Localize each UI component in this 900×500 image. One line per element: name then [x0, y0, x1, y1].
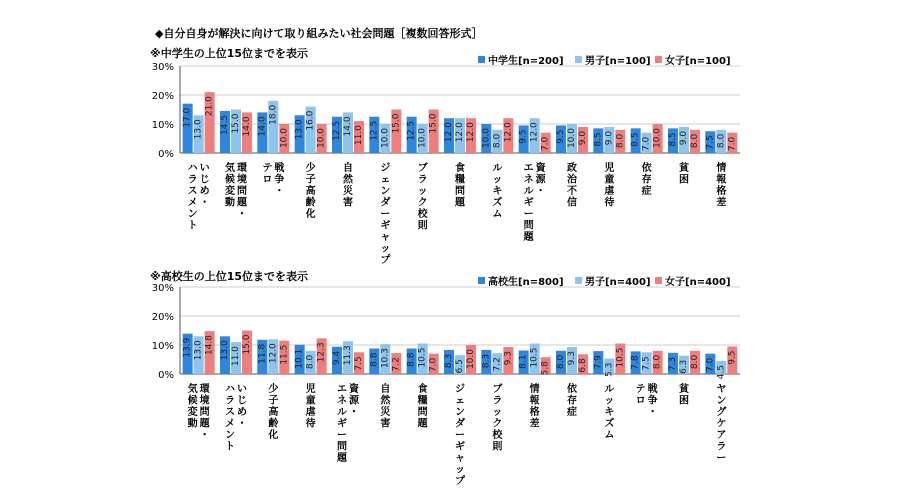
y-tick-label: 0%: [158, 149, 174, 160]
y-tick-label: 10%: [151, 341, 174, 352]
x-tick-label: 変: [187, 407, 198, 418]
x-tick-label: 境: [199, 395, 210, 407]
x-tick-label: 不: [567, 186, 577, 197]
x-tick-label: 童: [604, 174, 615, 186]
x-tick-label: 動: [187, 418, 198, 430]
data-label: 13.9: [182, 337, 193, 358]
x-tick-label: ン: [380, 186, 391, 197]
x-tick-label: ー: [716, 453, 727, 464]
x-tick-label: 貧: [679, 384, 689, 395]
legend-label: 高校生[n=800]: [488, 277, 564, 288]
x-tick-label: ン: [225, 430, 235, 441]
x-tick-label: ー: [455, 430, 465, 441]
data-label: 7.0: [641, 136, 652, 152]
data-label: 9.5: [556, 129, 566, 144]
x-tick-label: ム: [492, 209, 503, 220]
data-label: 11.3: [343, 345, 353, 366]
x-tick-label: 格: [716, 186, 727, 197]
x-tick-label: ャ: [455, 453, 465, 464]
data-label: 7.5: [641, 356, 652, 371]
legend-label: 男子[n=100]: [585, 56, 651, 67]
x-tick-label: 子: [305, 174, 316, 186]
y-tick-label: 20%: [151, 91, 174, 102]
x-tick-label: 存: [567, 395, 577, 407]
x-tick-label: ブ: [417, 163, 428, 174]
data-label: 8.8: [369, 352, 380, 367]
x-tick-label: ・: [237, 418, 247, 430]
data-label: 8.0: [690, 133, 700, 149]
x-tick-label: ハ: [225, 384, 235, 395]
x-tick-label: 格: [529, 407, 540, 418]
data-label: 12.0: [268, 343, 279, 364]
x-tick-label: め: [237, 407, 247, 418]
x-tick-label: ト: [225, 441, 235, 453]
legend-label: 男子[n=400]: [585, 277, 651, 288]
x-tick-label: テ: [635, 384, 646, 395]
x-tick-label: ロ: [262, 174, 273, 186]
x-tick-label: プ: [380, 255, 391, 266]
data-label: 9.4: [332, 350, 342, 366]
data-label: 5.8: [540, 361, 551, 376]
data-label: 8.3: [481, 353, 492, 369]
data-label: 12.3: [316, 342, 327, 363]
x-tick-label: 題: [199, 418, 210, 430]
y-tick-label: 30%: [151, 283, 174, 294]
x-tick-label: ル: [604, 384, 615, 395]
data-label: 6.5: [455, 359, 465, 374]
x-tick-label: ア: [716, 430, 727, 441]
x-tick-label: 題: [523, 232, 534, 243]
x-tick-label: ・: [535, 186, 546, 197]
x-tick-label: 候: [187, 395, 198, 407]
x-tick-label: 問: [523, 220, 534, 232]
x-tick-label: 虐: [604, 186, 615, 197]
x-tick-label: 自: [380, 384, 391, 395]
x-tick-label: ケ: [716, 418, 727, 430]
data-label: 13.0: [193, 119, 204, 140]
x-tick-label: 高: [305, 186, 316, 197]
legend-swatch: [575, 56, 582, 63]
data-label: 7.8: [630, 355, 641, 370]
data-label: 7.5: [354, 356, 364, 371]
x-tick-label: ェ: [380, 174, 391, 186]
x-tick-label: ・: [237, 209, 247, 220]
x-tick-label: 題: [417, 418, 428, 430]
x-tick-label: ジ: [455, 384, 465, 395]
x-tick-label: め: [199, 186, 210, 197]
x-tick-label: 則: [417, 220, 428, 232]
data-label: 10.0: [417, 128, 428, 149]
x-tick-label: ・: [349, 407, 359, 418]
y-tick-label: 10%: [151, 120, 174, 131]
x-tick-label: 題: [237, 197, 247, 209]
x-tick-label: 争: [647, 395, 658, 407]
x-tick-label: 校: [417, 209, 428, 220]
x-tick-label: ー: [337, 430, 347, 441]
data-label: 7.2: [391, 357, 402, 372]
data-label: 18.0: [268, 104, 279, 125]
x-tick-label: ッ: [455, 464, 465, 476]
data-label: 13.0: [294, 119, 305, 140]
x-tick-label: じ: [237, 395, 247, 407]
x-tick-label: ダ: [380, 197, 391, 209]
x-tick-label: 資: [535, 163, 546, 174]
data-label: 8.0: [556, 354, 566, 370]
data-label: 8.5: [593, 132, 604, 147]
x-tick-label: 問: [417, 407, 428, 418]
data-label: 13.0: [193, 340, 204, 361]
x-tick-label: 題: [455, 197, 465, 209]
x-tick-label: ・: [199, 430, 210, 441]
x-tick-label: ッ: [604, 395, 615, 407]
x-tick-label: ネ: [523, 174, 534, 186]
data-label: 15.0: [428, 113, 439, 134]
x-tick-label: 化: [305, 209, 316, 220]
x-tick-label: い: [237, 384, 247, 395]
data-label: 10.0: [380, 128, 391, 149]
data-label: 14.8: [204, 335, 215, 356]
data-label: 5.3: [604, 362, 615, 377]
x-tick-label: 情: [716, 163, 727, 174]
data-label: 14.5: [220, 114, 230, 135]
x-tick-label: ッ: [492, 407, 503, 418]
x-tick-label: ・: [647, 407, 658, 418]
x-tick-label: 情: [529, 384, 540, 395]
data-label: 21.0: [204, 96, 215, 117]
x-tick-label: 虐: [305, 407, 316, 418]
x-tick-label: グ: [716, 407, 727, 418]
data-label: 7.2: [492, 357, 503, 372]
x-tick-label: 差: [716, 197, 727, 209]
x-tick-label: 問: [455, 186, 465, 197]
x-tick-label: ッ: [417, 186, 428, 197]
data-label: 14.0: [257, 116, 268, 137]
data-label: 12.0: [444, 122, 454, 143]
x-tick-label: 境: [237, 174, 247, 186]
data-label: 8.5: [668, 132, 678, 147]
x-tick-label: ズ: [492, 197, 503, 209]
x-tick-label: 待: [604, 197, 615, 209]
data-label: 8.0: [652, 354, 663, 370]
data-label: 8.8: [406, 352, 417, 367]
x-tick-label: ッ: [380, 243, 391, 255]
data-label: 11.8: [257, 343, 268, 364]
x-tick-label: 症: [641, 186, 652, 197]
data-label: 9.0: [578, 130, 588, 146]
x-tick-label: 困: [679, 395, 689, 407]
data-label: 15.0: [231, 113, 241, 134]
x-tick-label: 則: [492, 441, 503, 453]
data-label: 9.5: [727, 350, 738, 365]
x-tick-label: ャ: [380, 232, 391, 243]
x-tick-label: ハ: [187, 163, 198, 174]
data-label: 12.5: [406, 120, 417, 141]
x-tick-label: 齢: [268, 418, 279, 430]
data-label: 4.5: [716, 364, 727, 380]
data-label: 8.3: [444, 353, 454, 369]
x-tick-label: 困: [679, 174, 689, 186]
x-tick-label: 信: [567, 197, 577, 209]
x-tick-label: 存: [641, 174, 652, 186]
data-label: 12.0: [455, 122, 465, 143]
data-label: 16.0: [305, 110, 316, 131]
x-tick-label: ギ: [523, 197, 534, 209]
legend-label: 中学生[n=200]: [488, 56, 564, 67]
x-tick-label: 少: [268, 384, 279, 395]
x-tick-label: エ: [337, 384, 347, 395]
data-label: 8.0: [492, 133, 503, 149]
x-tick-label: ン: [455, 407, 465, 418]
legend-swatch: [478, 277, 485, 284]
x-tick-label: ェ: [455, 395, 465, 407]
x-tick-label: 化: [268, 430, 279, 441]
data-label: 7.0: [705, 357, 716, 373]
x-tick-label: プ: [455, 476, 465, 487]
x-tick-label: エ: [523, 163, 534, 174]
data-label: 8.0: [615, 133, 626, 149]
data-label: 10.3: [380, 348, 391, 369]
x-tick-label: 気: [225, 163, 235, 174]
x-tick-label: ブ: [492, 384, 503, 395]
x-tick-label: ダ: [455, 418, 465, 430]
x-tick-label: ル: [523, 186, 534, 197]
x-tick-label: 題: [337, 453, 347, 464]
x-tick-label: ヤ: [716, 384, 727, 395]
legend-swatch: [655, 277, 662, 284]
x-tick-label: 少: [305, 163, 316, 174]
data-label: 7.5: [705, 135, 716, 150]
x-tick-label: ネ: [337, 395, 347, 407]
x-tick-label: 報: [716, 174, 727, 186]
x-tick-label: ジ: [380, 163, 391, 174]
data-label: 10.5: [615, 347, 626, 368]
data-label: 9.0: [604, 130, 615, 146]
chart-2: [150, 269, 740, 487]
x-tick-label: ラ: [492, 395, 503, 407]
data-label: 7.0: [727, 136, 738, 152]
data-label: 6.8: [578, 358, 588, 373]
legend-swatch: [478, 56, 485, 63]
x-tick-label: 糧: [455, 174, 465, 186]
x-tick-label: 問: [237, 186, 247, 197]
x-tick-label: 待: [305, 418, 316, 430]
x-tick-label: 候: [225, 174, 235, 186]
data-label: 10.0: [316, 128, 327, 149]
data-label: 10.5: [417, 347, 428, 368]
x-tick-label: ロ: [635, 395, 646, 407]
x-tick-label: 然: [343, 174, 353, 186]
x-tick-label: ル: [492, 163, 503, 174]
data-label: 14.0: [343, 116, 353, 137]
data-label: 7.0: [428, 357, 439, 373]
x-tick-label: 食: [455, 163, 465, 174]
x-tick-label: 環: [237, 163, 247, 174]
x-tick-label: 環: [199, 384, 210, 395]
figure-title: ◆自分自身が解決に向けて取り組みたい社会問題［複数回答形式］: [155, 27, 483, 40]
data-label: 12.0: [529, 122, 540, 143]
x-tick-label: キ: [604, 407, 615, 418]
data-label: 12.5: [332, 120, 342, 141]
x-tick-label: 変: [225, 186, 235, 197]
x-tick-label: 政: [567, 163, 577, 174]
x-tick-label: 治: [567, 174, 577, 186]
x-tick-label: 戦: [274, 163, 285, 174]
data-label: 7.9: [593, 355, 604, 370]
x-tick-label: じ: [199, 174, 210, 186]
x-tick-label: 差: [529, 418, 540, 430]
x-tick-label: 源: [535, 174, 546, 186]
data-label: 12.0: [503, 122, 514, 143]
x-tick-label: ン: [187, 209, 198, 220]
data-label: 10.0: [279, 128, 290, 149]
x-tick-label: い: [199, 163, 210, 174]
x-tick-label: ラ: [716, 441, 727, 453]
chart-1: [150, 46, 740, 266]
data-label: 13.0: [220, 340, 230, 361]
x-tick-label: 依: [567, 384, 577, 395]
data-label: 10.0: [481, 128, 492, 149]
chart-subtitle: ※高校生の上位15位までを表示: [150, 270, 309, 283]
x-tick-label: 自: [343, 163, 353, 174]
x-tick-label: 害: [380, 418, 391, 430]
x-tick-label: 動: [225, 197, 235, 209]
data-label: 10.0: [652, 128, 663, 149]
x-tick-label: 源: [349, 395, 359, 407]
data-label: 14.0: [242, 116, 252, 137]
legend-label: 女子[n=400]: [665, 277, 731, 288]
data-label: 9.3: [503, 351, 514, 366]
data-label: 6.3: [679, 359, 689, 375]
legend-label: 女子[n=100]: [665, 56, 731, 67]
x-tick-label: ギ: [337, 418, 347, 430]
x-tick-label: 症: [567, 407, 577, 418]
x-tick-label: 高: [268, 407, 279, 418]
data-label: 10.0: [466, 349, 476, 370]
data-label: 8.0: [305, 354, 316, 370]
y-tick-label: 30%: [151, 62, 174, 73]
x-tick-label: 問: [337, 441, 347, 453]
x-tick-label: 食: [417, 384, 428, 395]
x-tick-label: ッ: [492, 174, 503, 186]
legend-swatch: [655, 56, 662, 63]
x-tick-label: 依: [641, 163, 652, 174]
data-label: 11.0: [354, 125, 364, 146]
x-tick-label: 校: [492, 430, 503, 441]
x-tick-label: 児: [305, 384, 316, 395]
x-tick-label: ク: [417, 197, 428, 209]
x-tick-label: ラ: [417, 174, 428, 186]
data-label: 10.1: [294, 348, 305, 369]
data-label: 17.0: [182, 107, 193, 128]
data-label: 12.0: [466, 122, 476, 143]
x-tick-label: メ: [225, 418, 235, 430]
x-tick-label: 児: [604, 163, 615, 174]
x-tick-label: 資: [349, 384, 359, 395]
x-tick-label: 気: [187, 384, 198, 395]
x-tick-label: メ: [187, 197, 198, 209]
data-label: 15.0: [242, 334, 252, 355]
x-tick-label: 子: [268, 395, 279, 407]
x-tick-label: 害: [343, 197, 353, 209]
x-tick-label: ス: [187, 186, 198, 197]
x-tick-label: 問: [199, 407, 210, 418]
data-label: 8.1: [518, 354, 529, 369]
x-tick-label: 災: [380, 407, 391, 418]
x-tick-label: ・: [199, 197, 210, 209]
data-label: 10.5: [529, 347, 540, 368]
x-tick-label: キ: [492, 186, 503, 197]
x-tick-label: ズ: [604, 418, 615, 430]
x-tick-label: 報: [529, 395, 540, 407]
y-tick-label: 0%: [158, 370, 174, 381]
x-tick-label: ギ: [380, 220, 391, 232]
data-label: 9.3: [567, 351, 577, 366]
x-tick-label: ラ: [225, 395, 235, 407]
data-label: 11.5: [279, 344, 290, 365]
x-tick-label: 貧: [679, 163, 689, 174]
chart-subtitle: ※中学生の上位15位までを表示: [150, 47, 309, 60]
data-label: 8.0: [716, 133, 727, 149]
x-tick-label: ス: [225, 407, 235, 418]
data-label: 9.5: [518, 129, 529, 144]
x-tick-label: ー: [523, 209, 534, 220]
x-tick-label: 災: [343, 186, 353, 197]
x-tick-label: 齢: [305, 197, 316, 209]
x-tick-label: 童: [305, 395, 316, 407]
data-label: 8.5: [630, 132, 641, 147]
x-tick-label: ム: [604, 430, 615, 441]
x-tick-label: ラ: [187, 174, 198, 186]
x-tick-label: テ: [262, 163, 273, 174]
data-label: 15.0: [391, 113, 402, 134]
data-label: 12.5: [369, 120, 380, 141]
data-label: 11.0: [231, 346, 241, 367]
x-tick-label: ル: [337, 407, 347, 418]
x-tick-label: ト: [187, 220, 198, 232]
x-tick-label: 糧: [417, 395, 428, 407]
x-tick-label: 戦: [647, 384, 658, 395]
data-label: 8.0: [690, 354, 700, 370]
data-label: 7.3: [668, 356, 678, 372]
x-tick-label: ・: [274, 186, 285, 197]
y-tick-label: 20%: [151, 312, 174, 323]
data-label: 9.0: [679, 130, 689, 146]
x-tick-label: 争: [274, 174, 285, 186]
x-tick-label: ー: [380, 209, 391, 220]
legend-swatch: [575, 277, 582, 284]
x-tick-label: 然: [380, 395, 391, 407]
x-tick-label: ク: [492, 418, 503, 430]
x-tick-label: ギ: [455, 441, 465, 453]
x-tick-label: ン: [716, 395, 727, 407]
data-label: 10.0: [567, 128, 577, 149]
data-label: 7.0: [540, 136, 551, 152]
